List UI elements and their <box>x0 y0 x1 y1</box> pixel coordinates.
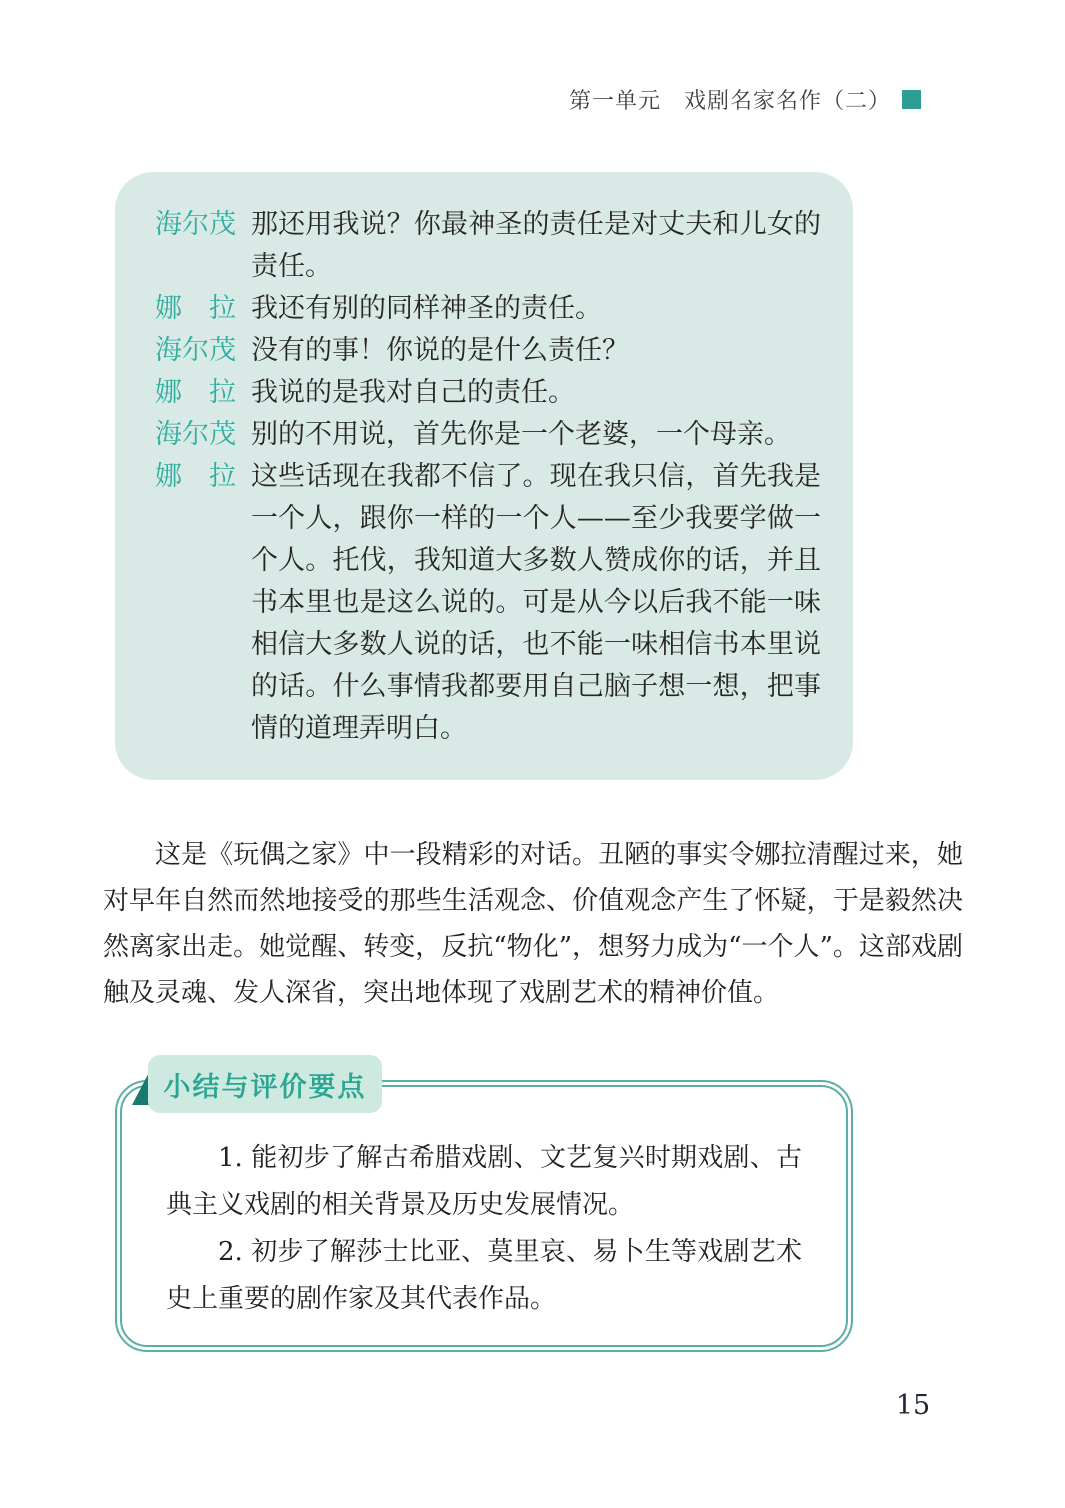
dialogue-text: 没有的事！你说的是什么责任？ <box>251 335 629 366</box>
dialogue-text: 这些话现在我都不信了。现在我只信，首先我是一个人，跟你一样的一个人——至少我要学做一个人。托伐，我知道大多数人赞成你的话，并且书本里也是这么说的。可是从今以后我不能一味相信大多数人说的话，也不能一味相信书本里说的话。什么事情我都要用自己脑子想一想，把事情的道理弄明白。 <box>251 461 821 744</box>
dialogue-text: 别的不用说，首先你是一个老婆，一个母亲。 <box>251 419 791 450</box>
speaker-name: 娜 拉 <box>155 293 236 324</box>
dialogue-entry <box>155 372 821 414</box>
dialogue-entry <box>155 414 821 456</box>
running-head-title: 第一单元 戏剧名家名作（二） <box>568 89 891 114</box>
summary-badge-label: 小结与评价要点 <box>163 1071 367 1103</box>
dialogue-entry <box>155 456 821 750</box>
page-number: 15 <box>895 1390 931 1421</box>
summary-box-outer-border <box>115 1080 853 1352</box>
summary-section <box>115 1071 853 1352</box>
dialogue-entry <box>155 288 821 330</box>
dialogue-entry <box>155 330 821 372</box>
running-head <box>569 84 921 115</box>
speaker-name: 海尔茂 <box>155 335 236 366</box>
dialogue-text: 那还用我说？你最神圣的责任是对丈夫和儿女的责任。 <box>251 209 821 282</box>
speaker-name: 海尔茂 <box>155 419 236 450</box>
speaker-name: 娜 拉 <box>155 377 236 408</box>
dialogue-text: 我说的是我对自己的责任。 <box>251 377 575 408</box>
commentary-paragraph: 这是《玩偶之家》中一段精彩的对话。丑陋的事实令娜拉清醒过来，她对早年自然而然地接受的那些生活观念、价值观念产生了怀疑，于是毅然决然离家出走。她觉醒、转变，反抗“物化”，想努力成为“一个人”。这部戏剧触及灵魂、发人深省，突出地体现了戏剧艺术的精神价值。 <box>103 840 963 1008</box>
unit-marker-icon <box>902 90 921 109</box>
summary-badge <box>148 1055 382 1113</box>
summary-point: 1. 能初步了解古希腊戏剧、文艺复兴时期戏剧、古典主义戏剧的相关背景及历史发展情况。 <box>166 1143 802 1220</box>
dialogue-text: 我还有别的同样神圣的责任。 <box>251 293 602 324</box>
speaker-name: 娜 拉 <box>155 461 236 492</box>
dialogue-excerpt-box <box>115 172 853 780</box>
dialogue-entry <box>155 204 821 288</box>
summary-box <box>120 1085 848 1347</box>
summary-point: 2. 初步了解莎士比亚、莫里哀、易卜生等戏剧艺术史上重要的剧作家及其代表作品。 <box>166 1237 802 1314</box>
speaker-name: 海尔茂 <box>155 209 236 240</box>
